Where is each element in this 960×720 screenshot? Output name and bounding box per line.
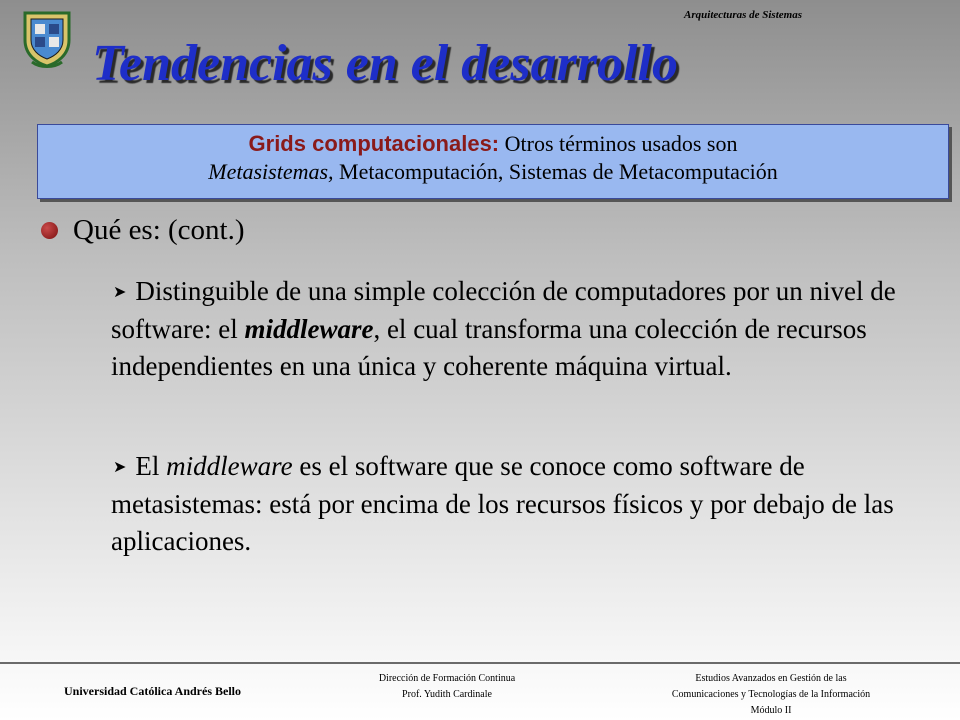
- footer-university: Universidad Católica Andrés Bello: [64, 684, 242, 698]
- course-name: Arquitecturas de Sistemas: [684, 9, 802, 21]
- bullet-heading: Qué es: (cont.): [73, 214, 245, 246]
- subbullet-1: [111, 273, 951, 385]
- subbullet-2-text-pre: El: [135, 451, 167, 481]
- callout-line-2: [38, 158, 948, 186]
- callout-line-1: [38, 130, 948, 158]
- footer-program-line-1: Estudios Avanzados en Gestión de las: [695, 673, 847, 684]
- university-logo-icon: [22, 10, 72, 68]
- footer-department-line-1: Dirección de Formación Continua: [378, 673, 516, 684]
- subbullet-2-text-post: es el software que se conoce como software de metasistemas: está por encima de los recursos físicos y por debajo de las aplicaciones.: [111, 451, 894, 556]
- callout-italic-term: Metasistemas,: [208, 159, 334, 184]
- footer-module: Módulo II: [750, 705, 792, 716]
- subbullet-1-emphasis: middleware: [244, 314, 374, 344]
- footer-professor: Prof. Yudith Cardinale: [402, 689, 492, 700]
- footer-program: [636, 671, 906, 719]
- footer-program-line-2: Comunicaciones y Tecnologías de la Información: [671, 689, 871, 700]
- arrowhead-bullet-icon: ➤: [113, 284, 127, 301]
- subbullet-1-text-pre: Distinguible de una simple colección de computadores por un nivel de software: el: [111, 276, 896, 344]
- callout-term: Grids computacionales:: [248, 131, 500, 156]
- callout-text-2: Metacomputación, Sistemas de Metacomputación: [333, 159, 778, 184]
- footer-department: [332, 671, 562, 703]
- subbullet-1-text-post: , el cual transforma una colección de recursos independientes en una única y coherente máquina virtual.: [111, 314, 867, 381]
- circle-bullet-icon: [41, 222, 58, 239]
- callout-text-1: Otros términos usados son: [499, 131, 738, 156]
- slide-title: Tendencias en el desarrollo: [92, 35, 678, 92]
- subbullet-2: [111, 448, 951, 560]
- subbullet-2-emphasis: middleware: [166, 451, 293, 481]
- definition-callout: [37, 124, 949, 199]
- footer-divider: [0, 662, 960, 664]
- arrowhead-bullet-icon: ➤: [113, 459, 127, 476]
